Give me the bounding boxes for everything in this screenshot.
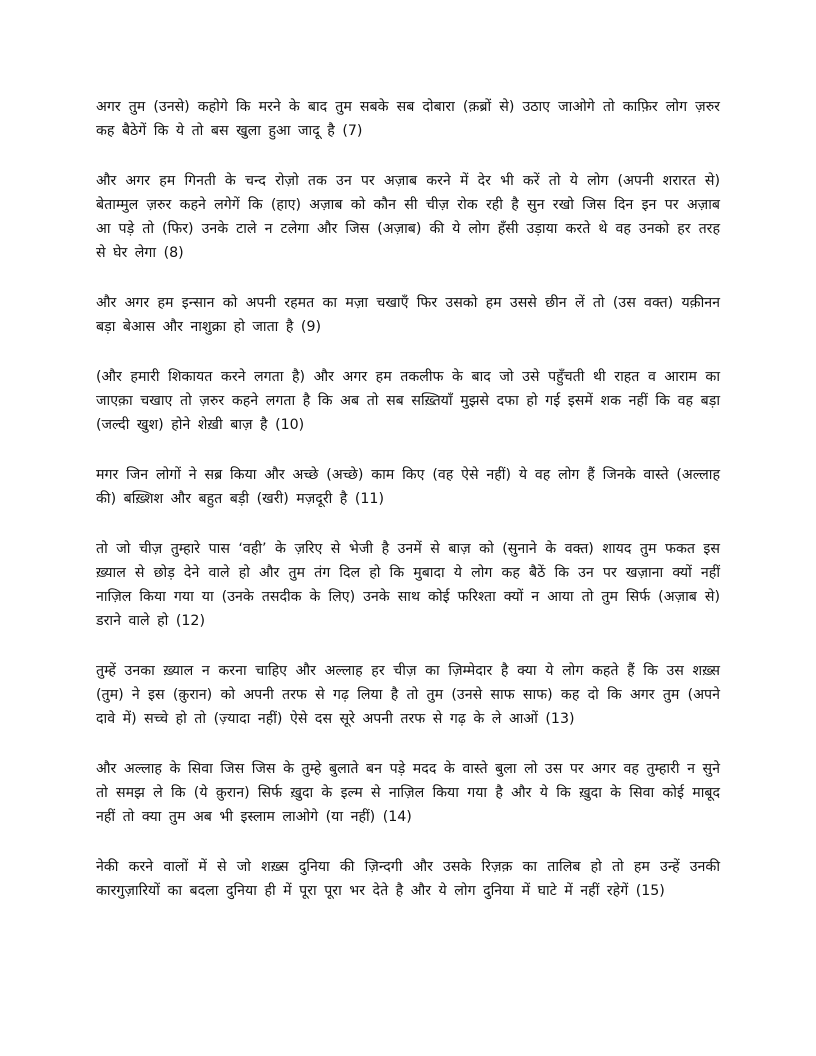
verse-15: नेकी करने वालों में से जो शख़्स दुनिया की ज़िन्दगी और उसके रिज़क़ का तालिब हो तो हम उन्हें उनकी कारगुज़ारियों का बदला दुनिया ही में पूरा पूरा भर देते है और ये लोग दुनिया में घाटे में नहीं रहेगें (15) bbox=[96, 859, 720, 899]
verse-14: और अल्लाह के सिवा जिस जिस के तुम्हे बुलाते बन पड़े मदद के वास्ते बुला लो उस पर अगर वह तुम्हारी न सुने तो समझ ले कि (ये क़ुरान) सिर्फ ख़ुदा के इल्म से नाज़िल किया गया है और ये कि ख़ुदा के सिवा कोई माबूद नहीं तो क्या तुम अब भी इस्लाम लाओगे (या नहीं) (14) bbox=[96, 761, 720, 825]
verse-10: (और हमारी शिकायत करने लगता है) और अगर हम तकलीफ के बाद जो उसे पहुँचती थी राहत व आराम का जाएक़ा चखाए तो ज़रुर कहने लगता है कि अब तो सब सख़्तियाँ मुझसे दफा हो गई इसमें शक नहीं कि वह बड़ा (जल्दी खुश) होने शेख़ी बाज़ है (10) bbox=[96, 369, 720, 433]
verse-8: और अगर हम गिनती के चन्द रोज़ो तक उन पर अज़ाब करने में देर भी करें तो ये लोग (अपनी शरारत से) बेताम्मुल ज़रुर कहने लगेगें कि (हाए) अज़ाब को कौन सी चीज़ रोक रही है सुन रखो जिस दिन इन पर अज़ाब आ पड़े तो (फिर) उनके टाले न टलेगा और जिस (अज़ाब) की ये लोग हँसी उड़ाया करते थे वह उनको हर तरह से घेर लेगा (8) bbox=[96, 173, 720, 261]
verse-9: और अगर हम इन्सान को अपनी रहमत का मज़ा चखाएँ फिर उसको हम उससे छीन लें तो (उस वक्त) यक़ीनन बड़ा बेआस और नाशुक्रा हो जाता है (9) bbox=[96, 295, 720, 335]
verse-13: तुम्हें उनका ख़्याल न करना चाहिए और अल्लाह हर चीज़ का ज़िम्मेदार है क्या ये लोग कहते हैं कि उस शख़्स (तुम) ने इस (क़ुरान) को अपनी तरफ से गढ़ लिया है तो तुम (उनसे साफ साफ) कह दो कि अगर तुम (अपने दावे में) सच्चे हो तो (ज़्यादा नहीं) ऐसे दस सूरे अपनी तरफ से गढ़ के ले आओं (13) bbox=[96, 663, 720, 727]
verse-12: तो जो चीज़ तुम्हारे पास ‘वही’ के ज़रिए से भेजी है उनमें से बाज़ को (सुनाने के वक्त) शायद तुम फकत इस ख़्याल से छोड़ देने वाले हो और तुम तंग दिल हो कि मुबादा ये लोग कह बैठें कि उन पर खज़ाना क्यों नहीं नाज़िल किया गया या (उनके तसदीक के लिए) उनके साथ कोई फरिश्ता क्यों न आया तो तुम सिर्फ (अज़ाब से) डराने वाले हो (12) bbox=[96, 541, 720, 629]
verse-7: अगर तुम (उनसे) कहोगे कि मरने के बाद तुम सबके सब दोबारा (क़ब्रों से) उठाए जाओगे तो काफ़िर लोग ज़रुर कह बैठेगें कि ये तो बस खुला हुआ जादू है (7) bbox=[96, 99, 720, 139]
page-body bbox=[96, 95, 720, 929]
verse-11: मगर जिन लोगों ने सब्र किया और अच्छे (अच्छे) काम किए (वह ऐसे नहीं) ये वह लोग हैं जिनके वास्ते (अल्लाह की) बख़्शिश और बहुत बड़ी (खरी) मज़दूरी है (11) bbox=[96, 467, 720, 507]
